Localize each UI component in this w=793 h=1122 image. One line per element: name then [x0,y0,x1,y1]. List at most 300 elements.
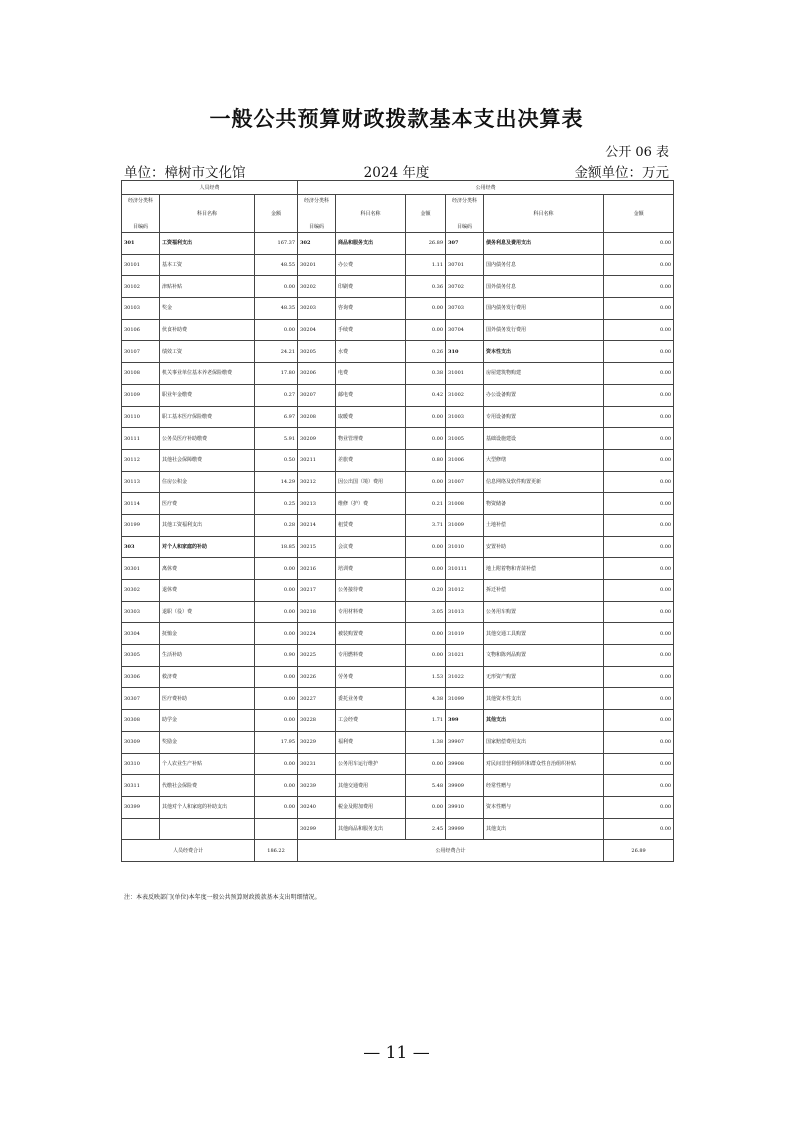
name-cell: 其他交通工具购置 [484,623,604,645]
amount-cell: 24.21 [255,341,298,363]
name-cell: 其他社会保障缴费 [160,449,255,471]
table-number: 公开 06 表 [605,145,669,160]
code-cell: 31005 [446,428,484,450]
code-cell: 30202 [298,276,336,298]
code-cell: 31006 [446,449,484,471]
code-cell: 30216 [298,558,336,580]
name-cell: 对民间非营利组织和群众性自治组织补贴 [484,753,604,775]
code-cell: 30311 [122,775,160,797]
totals-row [122,840,674,862]
name-cell: 手续费 [336,319,406,341]
amount-cell: 0.00 [255,558,298,580]
name-cell: 大型修缮 [484,449,604,471]
amount-cell: 18.85 [255,536,298,558]
name-cell: 土地补偿 [484,514,604,536]
amount-cell: 0.00 [406,623,446,645]
code-cell: 30302 [122,580,160,602]
amount-cell: 0.00 [604,645,674,667]
code-header: 经济分类科 目编码 [122,195,160,233]
name-cell: 代缴社会保险费 [160,775,255,797]
name-cell: 资本性支出 [484,341,604,363]
code-cell: 30111 [122,428,160,450]
amount-cell: 0.00 [604,233,674,255]
name-cell: 邮电费 [336,384,406,406]
name-cell: 奖励金 [160,731,255,753]
name-cell: 其他支出 [484,818,604,840]
code-cell: 30306 [122,666,160,688]
code-header: 经济分类科 目编码 [446,195,484,233]
amount-cell: 0.00 [406,406,446,428]
name-cell [160,818,255,840]
page-number: — 11 — [363,1043,430,1063]
name-cell: 对个人和家庭的补助 [160,536,255,558]
amount-cell: 0.00 [604,341,674,363]
amount-cell: 1.53 [406,666,446,688]
name-cell: 房屋建筑物购建 [484,363,604,385]
code-header: 经济分类科 目编码 [298,195,336,233]
name-cell: 专用材料费 [336,601,406,623]
code-cell: 30103 [122,298,160,320]
code-cell: 31001 [446,363,484,385]
code-cell: 31012 [446,580,484,602]
amount-cell: 0.00 [604,449,674,471]
code-cell: 30227 [298,688,336,710]
amount-cell: 0.00 [255,710,298,732]
name-cell: 信息网络及软件购置更新 [484,471,604,493]
table-row [122,731,674,753]
table-row [122,254,674,276]
column-header-row [122,195,674,233]
amount-cell: 0.00 [604,298,674,320]
table-row [122,536,674,558]
table-row [122,363,674,385]
table-row [122,623,674,645]
amount-cell: 6.97 [255,406,298,428]
code-cell: 30102 [122,276,160,298]
name-cell: 退职（役）费 [160,601,255,623]
amount-cell: 0.00 [255,601,298,623]
unit-label: 单位：樟树市文化馆 [124,165,246,181]
amount-cell: 0.00 [406,298,446,320]
code-cell: 30303 [122,601,160,623]
amount-cell: 0.28 [255,514,298,536]
name-cell: 国内债务发行费用 [484,298,604,320]
amount-cell: 0.00 [604,363,674,385]
code-cell: 30301 [122,558,160,580]
name-cell: 绩效工资 [160,341,255,363]
amount-cell: 0.42 [406,384,446,406]
name-header: 科目名称 [160,195,255,233]
name-cell: 福利费 [336,731,406,753]
amount-cell: 0.00 [406,645,446,667]
amount-cell: 0.36 [406,276,446,298]
name-cell: 专用燃料费 [336,645,406,667]
name-cell: 因公出国（境）费用 [336,471,406,493]
code-cell: 30213 [298,493,336,515]
amount-header: 金额 [406,195,446,233]
code-cell: 30702 [446,276,484,298]
amount-cell: 48.35 [255,298,298,320]
amount-cell: 0.00 [604,753,674,775]
table-row [122,233,674,255]
amount-cell: 0.27 [255,384,298,406]
code-cell: 30204 [298,319,336,341]
code-cell: 30231 [298,753,336,775]
amount-cell: 0.00 [604,601,674,623]
code-cell: 30228 [298,710,336,732]
name-cell: 住房公积金 [160,471,255,493]
amount-cell: 0.00 [255,666,298,688]
code-cell: 30106 [122,319,160,341]
code-cell: 30215 [298,536,336,558]
personnel-total-label: 人员经费合计 [122,840,255,862]
amount-header: 金额 [255,195,298,233]
code-cell: 30212 [298,471,336,493]
table-row [122,319,674,341]
name-cell: 地上附着物和青苗补偿 [484,558,604,580]
name-cell: 经常性赠与 [484,775,604,797]
amount-cell: 5.91 [255,428,298,450]
amount-cell: 0.00 [255,796,298,818]
amount-cell: 0.00 [406,753,446,775]
amount-cell: 0.21 [406,493,446,515]
name-cell: 公务用车运行维护 [336,753,406,775]
code-cell: 303 [122,536,160,558]
code-cell: 30201 [298,254,336,276]
name-cell: 资本性赠与 [484,796,604,818]
amount-cell: 0.00 [604,514,674,536]
name-cell: 咨询费 [336,298,406,320]
name-cell: 办公设备购置 [484,384,604,406]
name-cell: 机关事业单位基本养老保险缴费 [160,363,255,385]
name-cell: 印刷费 [336,276,406,298]
amount-cell: 0.00 [406,428,446,450]
name-cell: 债务利息及费用支出 [484,233,604,255]
amount-cell: 0.00 [604,493,674,515]
code-cell: 30199 [122,514,160,536]
amount-cell: 0.00 [604,818,674,840]
name-cell: 伙食补助费 [160,319,255,341]
code-cell: 31007 [446,471,484,493]
table-row [122,710,674,732]
amount-cell: 0.00 [604,796,674,818]
code-cell: 30704 [446,319,484,341]
amount-cell: 48.55 [255,254,298,276]
amount-cell: 3.05 [406,601,446,623]
name-cell: 国外债务付息 [484,276,604,298]
code-cell: 30112 [122,449,160,471]
amount-cell: 0.00 [255,319,298,341]
code-cell: 31009 [446,514,484,536]
name-cell: 劳务费 [336,666,406,688]
amount-cell: 0.38 [406,363,446,385]
amount-cell: 0.00 [406,536,446,558]
name-cell: 拆迁补偿 [484,580,604,602]
amount-cell: 0.00 [255,623,298,645]
name-cell: 奖金 [160,298,255,320]
table-row [122,558,674,580]
amount-cell: 0.00 [604,623,674,645]
personnel-group-header: 人员经费 [122,181,298,195]
name-cell: 公务接待费 [336,580,406,602]
amount-cell: 2.45 [406,818,446,840]
code-cell: 307 [446,233,484,255]
code-cell: 30229 [298,731,336,753]
table-row [122,493,674,515]
amount-cell: 0.00 [406,319,446,341]
table-row [122,645,674,667]
amount-cell: 0.90 [255,645,298,667]
code-cell: 30107 [122,341,160,363]
amount-cell: 0.26 [406,341,446,363]
amount-cell: 0.00 [604,428,674,450]
amount-cell: 0.25 [255,493,298,515]
name-cell: 其他对个人和家庭的补助支出 [160,796,255,818]
amount-cell: 0.00 [604,731,674,753]
code-cell: 30224 [298,623,336,645]
code-cell: 30310 [122,753,160,775]
amount-cell: 1.71 [406,710,446,732]
amount-unit: 金额单位：万元 [574,165,669,181]
amount-cell: 0.00 [604,276,674,298]
code-cell: 30226 [298,666,336,688]
name-cell: 其他工资福利支出 [160,514,255,536]
name-cell: 会议费 [336,536,406,558]
code-cell: 30703 [446,298,484,320]
name-cell: 退休费 [160,580,255,602]
code-cell: 30205 [298,341,336,363]
code-cell: 30214 [298,514,336,536]
amount-cell: 0.00 [255,688,298,710]
amount-cell: 0.00 [406,558,446,580]
table-row [122,428,674,450]
name-header: 科目名称 [484,195,604,233]
code-cell: 30206 [298,363,336,385]
code-cell: 30305 [122,645,160,667]
name-cell: 租赁费 [336,514,406,536]
code-cell: 30209 [298,428,336,450]
group-header-row [122,181,674,195]
name-cell: 生活补助 [160,645,255,667]
table-row [122,753,674,775]
document-title: 一般公共预算财政拨款基本支出决算表 [209,107,584,131]
code-cell: 31021 [446,645,484,667]
name-cell: 电费 [336,363,406,385]
amount-cell: 17.80 [255,363,298,385]
amount-cell: 0.00 [604,471,674,493]
amount-cell: 0.80 [406,449,446,471]
name-cell: 水费 [336,341,406,363]
name-cell: 物业管理费 [336,428,406,450]
code-cell: 30108 [122,363,160,385]
table-row [122,406,674,428]
name-cell: 其他资本性支出 [484,688,604,710]
table-row [122,449,674,471]
code-cell: 30211 [298,449,336,471]
table-row [122,818,674,840]
name-cell: 津贴补贴 [160,276,255,298]
name-cell: 离休费 [160,558,255,580]
name-cell: 助学金 [160,710,255,732]
amount-cell: 4.38 [406,688,446,710]
code-cell: 30399 [122,796,160,818]
code-cell: 39907 [446,731,484,753]
name-cell: 其他交通费用 [336,775,406,797]
amount-cell: 17.95 [255,731,298,753]
amount-cell: 0.00 [604,536,674,558]
amount-cell: 0.00 [604,580,674,602]
name-cell: 安置补助 [484,536,604,558]
code-cell: 30217 [298,580,336,602]
public-total-value: 26.89 [604,840,674,862]
amount-cell: 0.00 [604,384,674,406]
amount-cell: 0.00 [604,406,674,428]
name-cell: 办公费 [336,254,406,276]
code-cell: 31022 [446,666,484,688]
amount-cell: 0.00 [604,319,674,341]
code-cell: 30208 [298,406,336,428]
budget-table-body [122,181,674,862]
code-cell: 302 [298,233,336,255]
code-cell: 310 [446,341,484,363]
name-cell: 差旅费 [336,449,406,471]
code-cell: 301 [122,233,160,255]
table-row [122,688,674,710]
code-cell: 399 [446,710,484,732]
fiscal-year: 2024 年度 [363,165,430,181]
amount-cell: 1.38 [406,731,446,753]
name-cell: 其他商品和服务支出 [336,818,406,840]
amount-cell [255,818,298,840]
code-cell: 30299 [298,818,336,840]
amount-cell: 14.29 [255,471,298,493]
footnote: 注：本表反映部门(单位)本年度一般公共预算财政拨款基本支出明细情况。 [124,894,321,901]
amount-cell: 0.50 [255,449,298,471]
name-cell: 税金及附加费用 [336,796,406,818]
name-cell: 基础设施建设 [484,428,604,450]
name-cell: 公务用车购置 [484,601,604,623]
amount-cell: 0.00 [406,796,446,818]
code-cell: 30307 [122,688,160,710]
code-cell: 30114 [122,493,160,515]
name-cell: 取暖费 [336,406,406,428]
name-cell: 国家赔偿费用支出 [484,731,604,753]
table-row [122,796,674,818]
amount-cell: 5.48 [406,775,446,797]
name-cell: 维修（护）费 [336,493,406,515]
name-cell: 专用设备购置 [484,406,604,428]
personnel-total-value: 186.22 [255,840,298,862]
amount-cell: 0.00 [604,666,674,688]
public-total-label: 公用经费合计 [298,840,604,862]
name-cell: 委托业务费 [336,688,406,710]
code-cell: 30240 [298,796,336,818]
name-cell: 其他支出 [484,710,604,732]
name-cell: 抚恤金 [160,623,255,645]
code-cell: 30239 [298,775,336,797]
code-cell: 31003 [446,406,484,428]
code-cell: 39908 [446,753,484,775]
code-cell: 30203 [298,298,336,320]
code-cell: 31099 [446,688,484,710]
amount-cell: 0.00 [255,580,298,602]
name-cell: 被装购置费 [336,623,406,645]
amount-cell: 167.37 [255,233,298,255]
amount-cell: 0.00 [604,558,674,580]
code-cell: 30113 [122,471,160,493]
name-cell: 救济费 [160,666,255,688]
name-cell: 培训费 [336,558,406,580]
amount-cell: 0.20 [406,580,446,602]
name-cell: 医疗费 [160,493,255,515]
name-cell: 公务员医疗补助缴费 [160,428,255,450]
table-row [122,666,674,688]
amount-cell: 0.00 [406,471,446,493]
amount-cell: 0.00 [255,775,298,797]
name-cell: 职工基本医疗保险缴费 [160,406,255,428]
code-cell: 30304 [122,623,160,645]
amount-header: 金额 [604,195,674,233]
name-cell: 国内债务付息 [484,254,604,276]
name-cell: 个人农业生产补贴 [160,753,255,775]
table-row [122,276,674,298]
code-cell: 39910 [446,796,484,818]
amount-cell: 0.00 [604,254,674,276]
code-cell: 310111 [446,558,484,580]
name-cell: 基本工资 [160,254,255,276]
code-cell: 31008 [446,493,484,515]
amount-cell: 0.00 [604,710,674,732]
code-cell: 39909 [446,775,484,797]
code-cell: 30308 [122,710,160,732]
public-group-header: 公用经费 [298,181,674,195]
code-cell: 30225 [298,645,336,667]
name-cell: 无形资产购置 [484,666,604,688]
name-cell: 国外债务发行费用 [484,319,604,341]
amount-cell: 26.89 [406,233,446,255]
name-cell: 文物和陈列品购置 [484,645,604,667]
code-cell: 31002 [446,384,484,406]
name-cell: 商品和服务支出 [336,233,406,255]
amount-cell: 1.11 [406,254,446,276]
code-cell: 31013 [446,601,484,623]
amount-cell: 0.00 [255,753,298,775]
name-header: 科目名称 [336,195,406,233]
table-row [122,514,674,536]
code-cell [122,818,160,840]
name-cell: 工会经费 [336,710,406,732]
table-row [122,384,674,406]
table-row [122,298,674,320]
code-cell: 30101 [122,254,160,276]
amount-cell: 0.00 [604,688,674,710]
budget-table [121,180,674,862]
code-cell: 39999 [446,818,484,840]
name-cell: 医疗费补助 [160,688,255,710]
name-cell: 职业年金缴费 [160,384,255,406]
code-cell: 31010 [446,536,484,558]
name-cell: 物资储备 [484,493,604,515]
code-cell: 30110 [122,406,160,428]
table-row [122,775,674,797]
table-row [122,341,674,363]
code-cell: 31019 [446,623,484,645]
table-row [122,580,674,602]
code-cell: 30109 [122,384,160,406]
table-row [122,471,674,493]
amount-cell: 0.00 [255,276,298,298]
table-row [122,601,674,623]
